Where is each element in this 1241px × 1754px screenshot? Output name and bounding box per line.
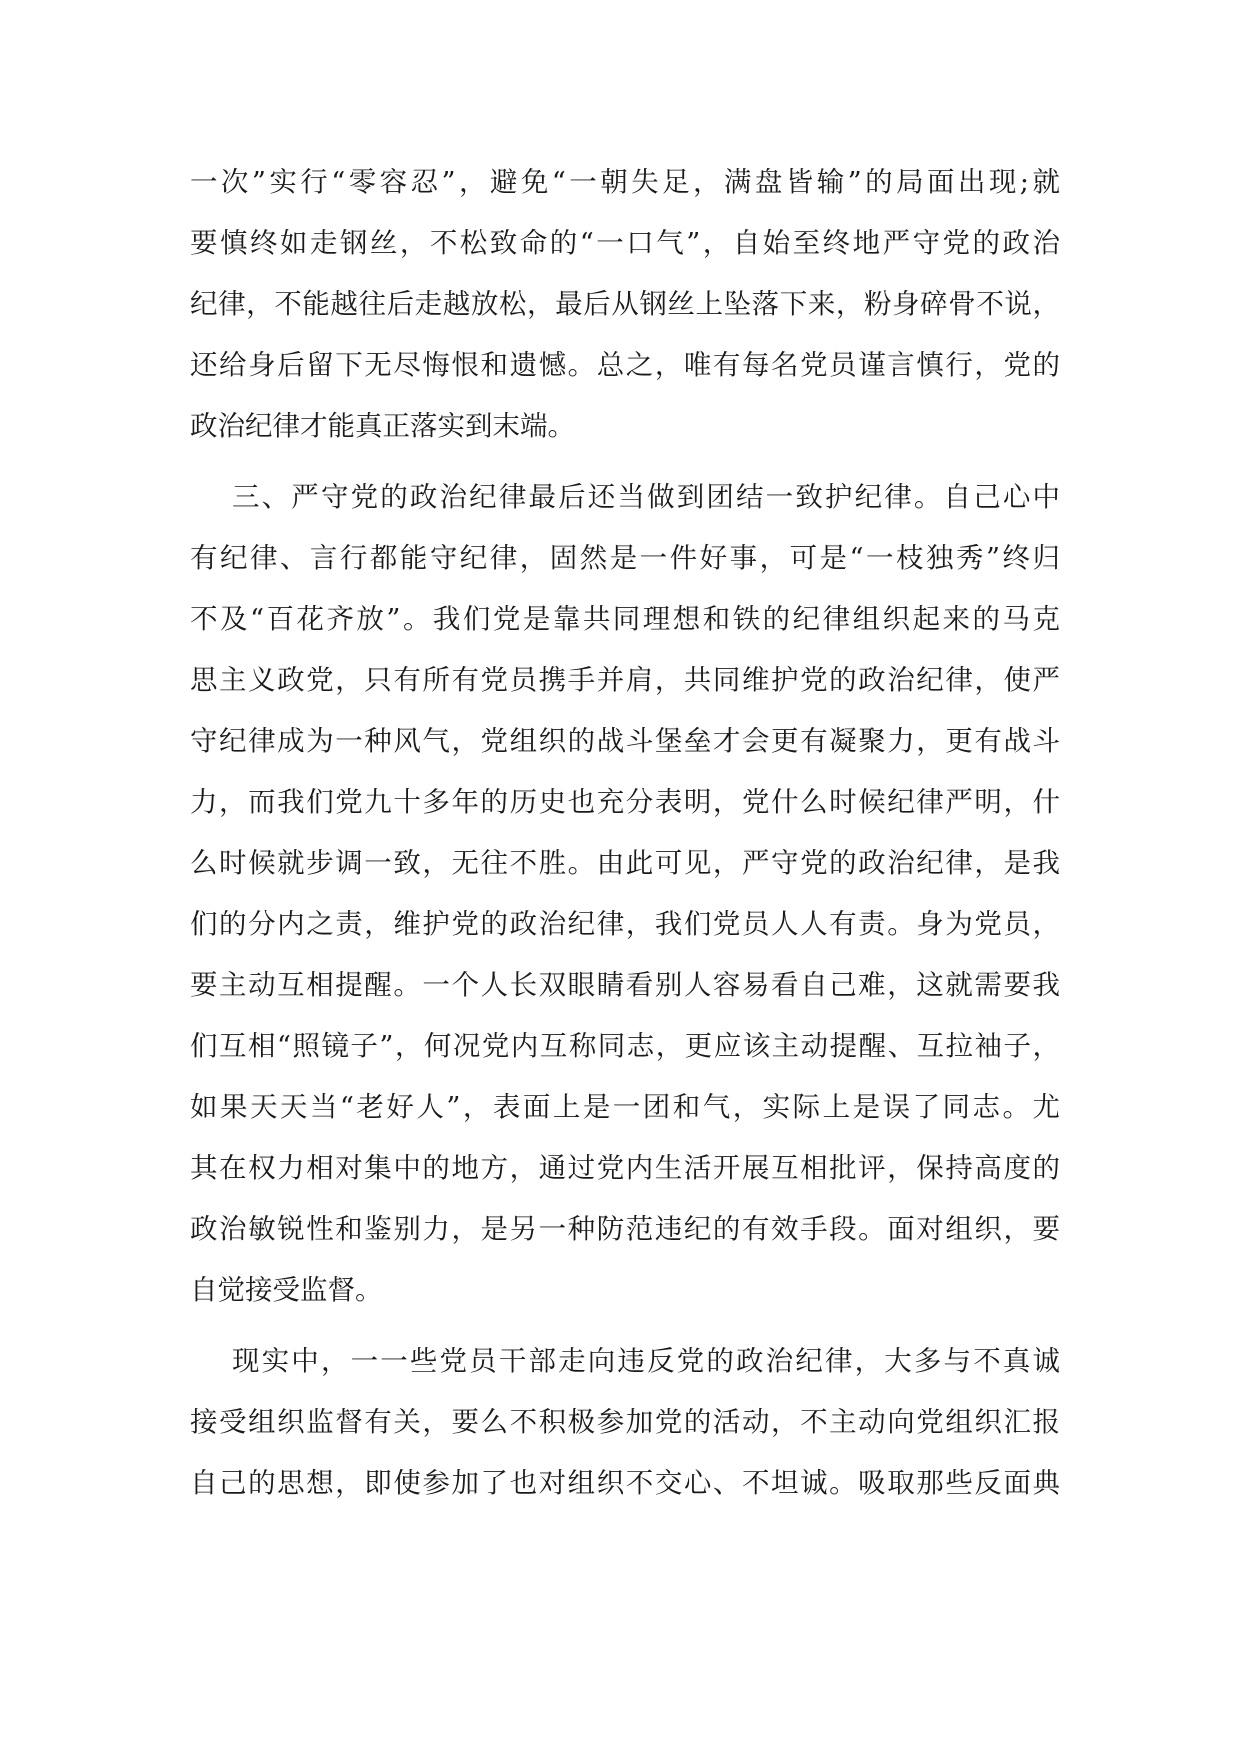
text-line: 力，而我们党九十多年的历史也充分表明，党什么时候纪律严明，什: [190, 786, 1060, 818]
document-body: [190, 152, 1060, 1514]
paragraph-gap: [190, 457, 1060, 467]
text-line: 政治纪律才能真正落实到末端。: [190, 410, 575, 442]
text-line: 守纪律成为一种风气，党组织的战斗堡垒才会更有凝聚力，更有战斗: [190, 725, 1060, 757]
text-line: 一次”实行“零容忍”，避免“一朝失足，满盘皆输”的局面出现;就: [190, 166, 1060, 198]
text-line: 如果天天当“老好人”，表面上是一团和气，实际上是误了同志。尤: [190, 1091, 1060, 1123]
text-line: 自觉接受监督。: [190, 1274, 383, 1306]
text-line: 思主义政党，只有所有党员携手并肩，共同维护党的政治纪律，使严: [190, 664, 1060, 696]
text-line: 们的分内之责，维护党的政治纪律，我们党员人人有责。身为党员，: [190, 908, 1060, 940]
text-line: 还给身后留下无尽悔恨和遗憾。总之，唯有每名党员谨言慎行，党的: [190, 349, 1060, 381]
text-line: 不及“百花齐放”。我们党是靠共同理想和铁的纪律组织起来的马克: [190, 603, 1060, 635]
text-line: 么时候就步调一致，无往不胜。由此可见，严守党的政治纪律，是我: [190, 847, 1060, 879]
paragraph-3: [190, 1331, 1060, 1514]
text-line: 们互相“照镜子”，何况党内互称同志，更应该主动提醒、互拉袖子，: [190, 1030, 1060, 1062]
text-line: 接受组织监督有关，要么不积极参加党的活动，不主动向党组织汇报: [190, 1406, 1060, 1438]
text-line: 现实中，一一些党员干部走向违反党的政治纪律，大多与不真诚: [232, 1345, 1060, 1377]
text-line: 政治敏锐性和鉴别力，是另一种防范违纪的有效手段。面对组织，要: [190, 1213, 1060, 1245]
text-line: 有纪律、言行都能守纪律，固然是一件好事，可是“一枝独秀”终归: [190, 542, 1060, 574]
paragraph-1: [190, 152, 1060, 457]
text-line: 要主动互相提醒。一个人长双眼睛看别人容易看自己难，这就需要我: [190, 969, 1060, 1001]
text-line: 三、严守党的政治纪律最后还当做到团结一致护纪律。自己心中: [232, 481, 1060, 513]
text-line: 要慎终如走钢丝，不松致命的“一口气”，自始至终地严守党的政治: [190, 227, 1060, 259]
text-line: 自己的思想，即使参加了也对组织不交心、不坦诚。吸取那些反面典: [190, 1467, 1060, 1499]
text-line: 纪律，不能越往后走越放松，最后从钢丝上坠落下来，粉身碎骨不说，: [190, 288, 1060, 320]
paragraph-2: [190, 467, 1060, 1321]
text-line: 其在权力相对集中的地方，通过党内生活开展互相批评，保持高度的: [190, 1152, 1060, 1184]
paragraph-gap: [190, 1321, 1060, 1331]
